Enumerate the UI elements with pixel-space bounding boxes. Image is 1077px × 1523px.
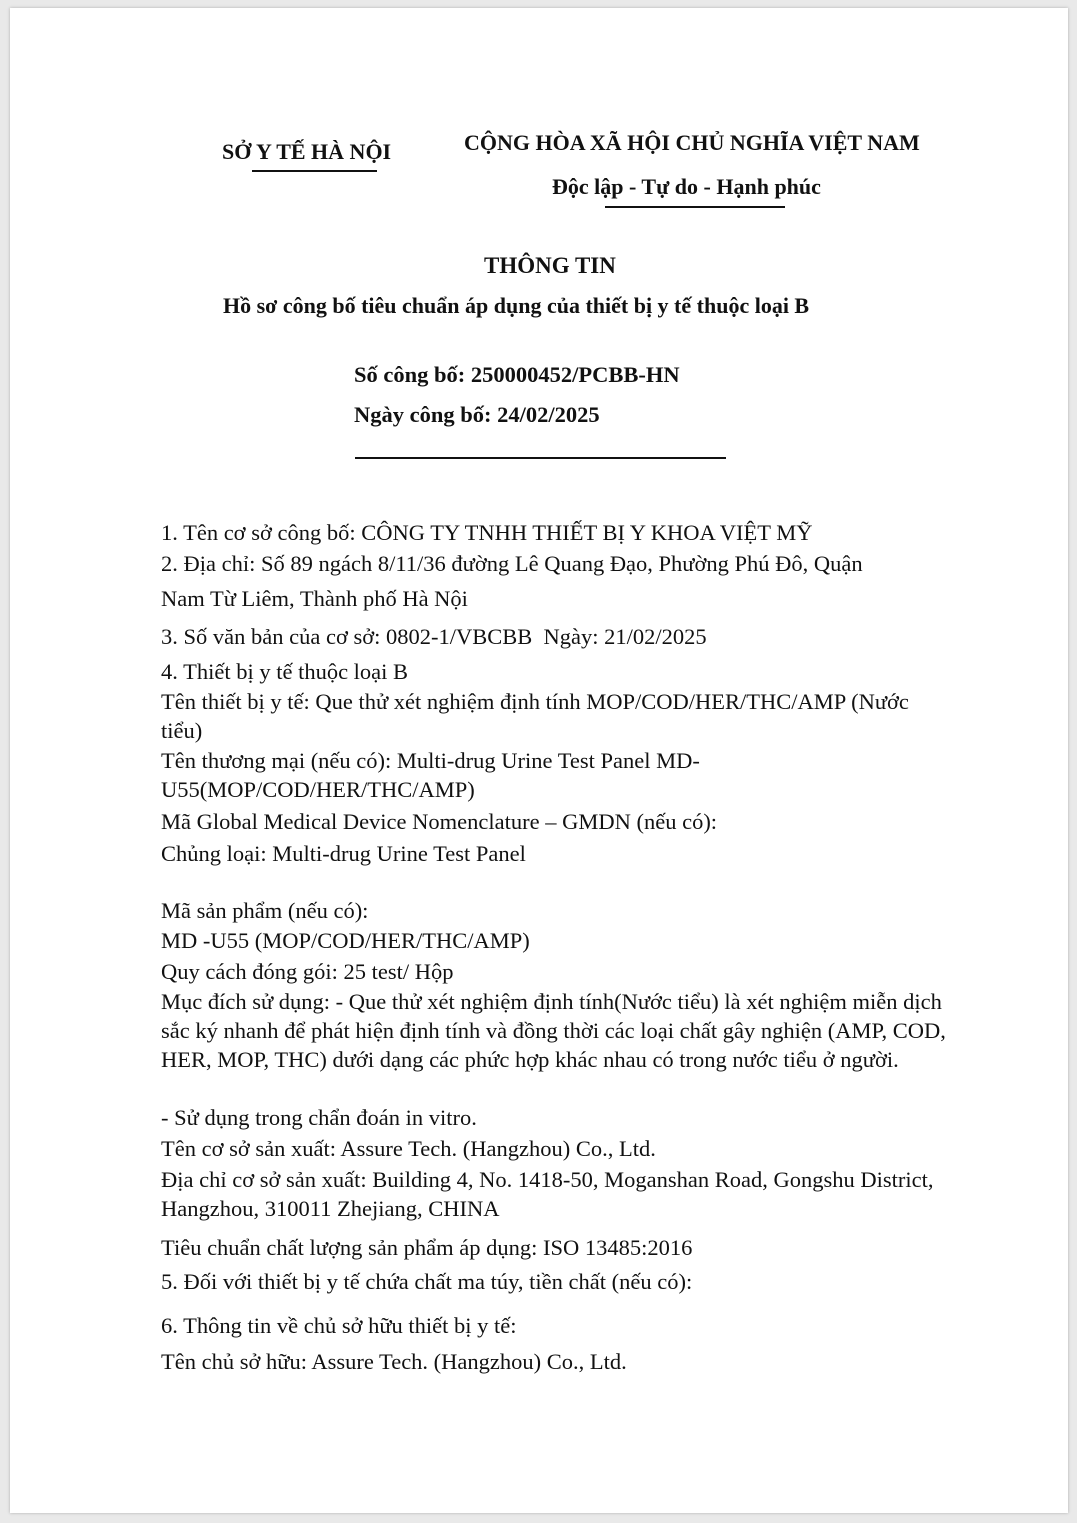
document-subtitle: Hồ sơ công bố tiêu chuẩn áp dụng của thiết bị y tế thuộc loại B	[223, 293, 810, 318]
gmdn-code: Mã Global Medical Device Nomenclature – GMDN (nếu có):	[161, 809, 718, 834]
intended-use: Mục đích sử dụng: - Que thử xét nghiệm định tính(Nước tiểu) là xét nghiệm miễn dịch sắc ký nhanh để phát hiện định tính và đồng thời các loại chất gây nghiện (AMP, COD, HER, MOP, THC) dưới dạng các phức hợp khác nhau có trong nước tiểu ở người.	[161, 989, 946, 1072]
item-2-line2: Nam Từ Liêm, Thành phố Hà Nội	[161, 586, 468, 611]
manufacturer-address: Địa chỉ cơ sở sản xuất: Building 4, No. 1418-50, Moganshan Road, Gongshu District, Hangzhou, 310011 Zhejiang, CHINA	[161, 1167, 934, 1221]
item-5: 5. Đối với thiết bị y tế chứa chất ma túy, tiền chất (nếu có):	[161, 1269, 693, 1294]
announcement-number: Số công bố: 250000452/PCBB-HN	[354, 362, 680, 387]
product-code: MD -U55 (MOP/COD/HER/THC/AMP)	[161, 928, 530, 953]
item-4: 4. Thiết bị y tế thuộc loại B	[161, 659, 409, 684]
department-name: SỞ Y TẾ HÀ NỘI	[222, 139, 392, 164]
item-3: 3. Số văn bản của cơ sở: 0802-1/VBCBB Ngày: 21/02/2025	[161, 624, 707, 649]
trade-name: Tên thương mại (nếu có): Multi-drug Urine Test Panel MD-U55(MOP/COD/HER/THC/AMP)	[161, 748, 700, 802]
device-name: Tên thiết bị y tế: Que thử xét nghiệm định tính MOP/COD/HER/THC/AMP (Nước tiểu)	[161, 689, 909, 743]
item-2-line1: 2. Địa chỉ: Số 89 ngách 8/11/36 đường Lê Quang Đạo, Phường Phú Đô, Quận	[161, 551, 863, 576]
document-page	[10, 8, 1068, 1513]
packaging: Quy cách đóng gói: 25 test/ Hộp	[161, 959, 454, 984]
title-divider	[355, 457, 726, 459]
manufacturer: Tên cơ sở sản xuất: Assure Tech. (Hangzhou) Co., Ltd.	[161, 1136, 656, 1161]
quality-standard: Tiêu chuẩn chất lượng sản phẩm áp dụng: ISO 13485:2016	[161, 1235, 693, 1260]
in-vitro-use: - Sử dụng trong chẩn đoán in vitro.	[161, 1105, 477, 1130]
motto: Độc lập - Tự do - Hạnh phúc	[552, 174, 821, 199]
item-1: 1. Tên cơ sở công bố: CÔNG TY TNHH THIẾT BỊ Y KHOA VIỆT MỸ	[161, 520, 813, 545]
document-title: THÔNG TIN	[484, 253, 616, 278]
device-type: Chủng loại: Multi-drug Urine Test Panel	[161, 841, 526, 866]
announcement-date: Ngày công bố: 24/02/2025	[354, 402, 600, 427]
owner-name: Tên chủ sở hữu: Assure Tech. (Hangzhou) Co., Ltd.	[161, 1349, 627, 1374]
department-underline	[252, 170, 377, 172]
country-name: CỘNG HÒA XÃ HỘI CHỦ NGHĨA VIỆT NAM	[464, 130, 920, 155]
product-code-label: Mã sản phẩm (nếu có):	[161, 898, 369, 923]
motto-underline	[605, 206, 785, 208]
item-6: 6. Thông tin về chủ sở hữu thiết bị y tế:	[161, 1313, 517, 1338]
